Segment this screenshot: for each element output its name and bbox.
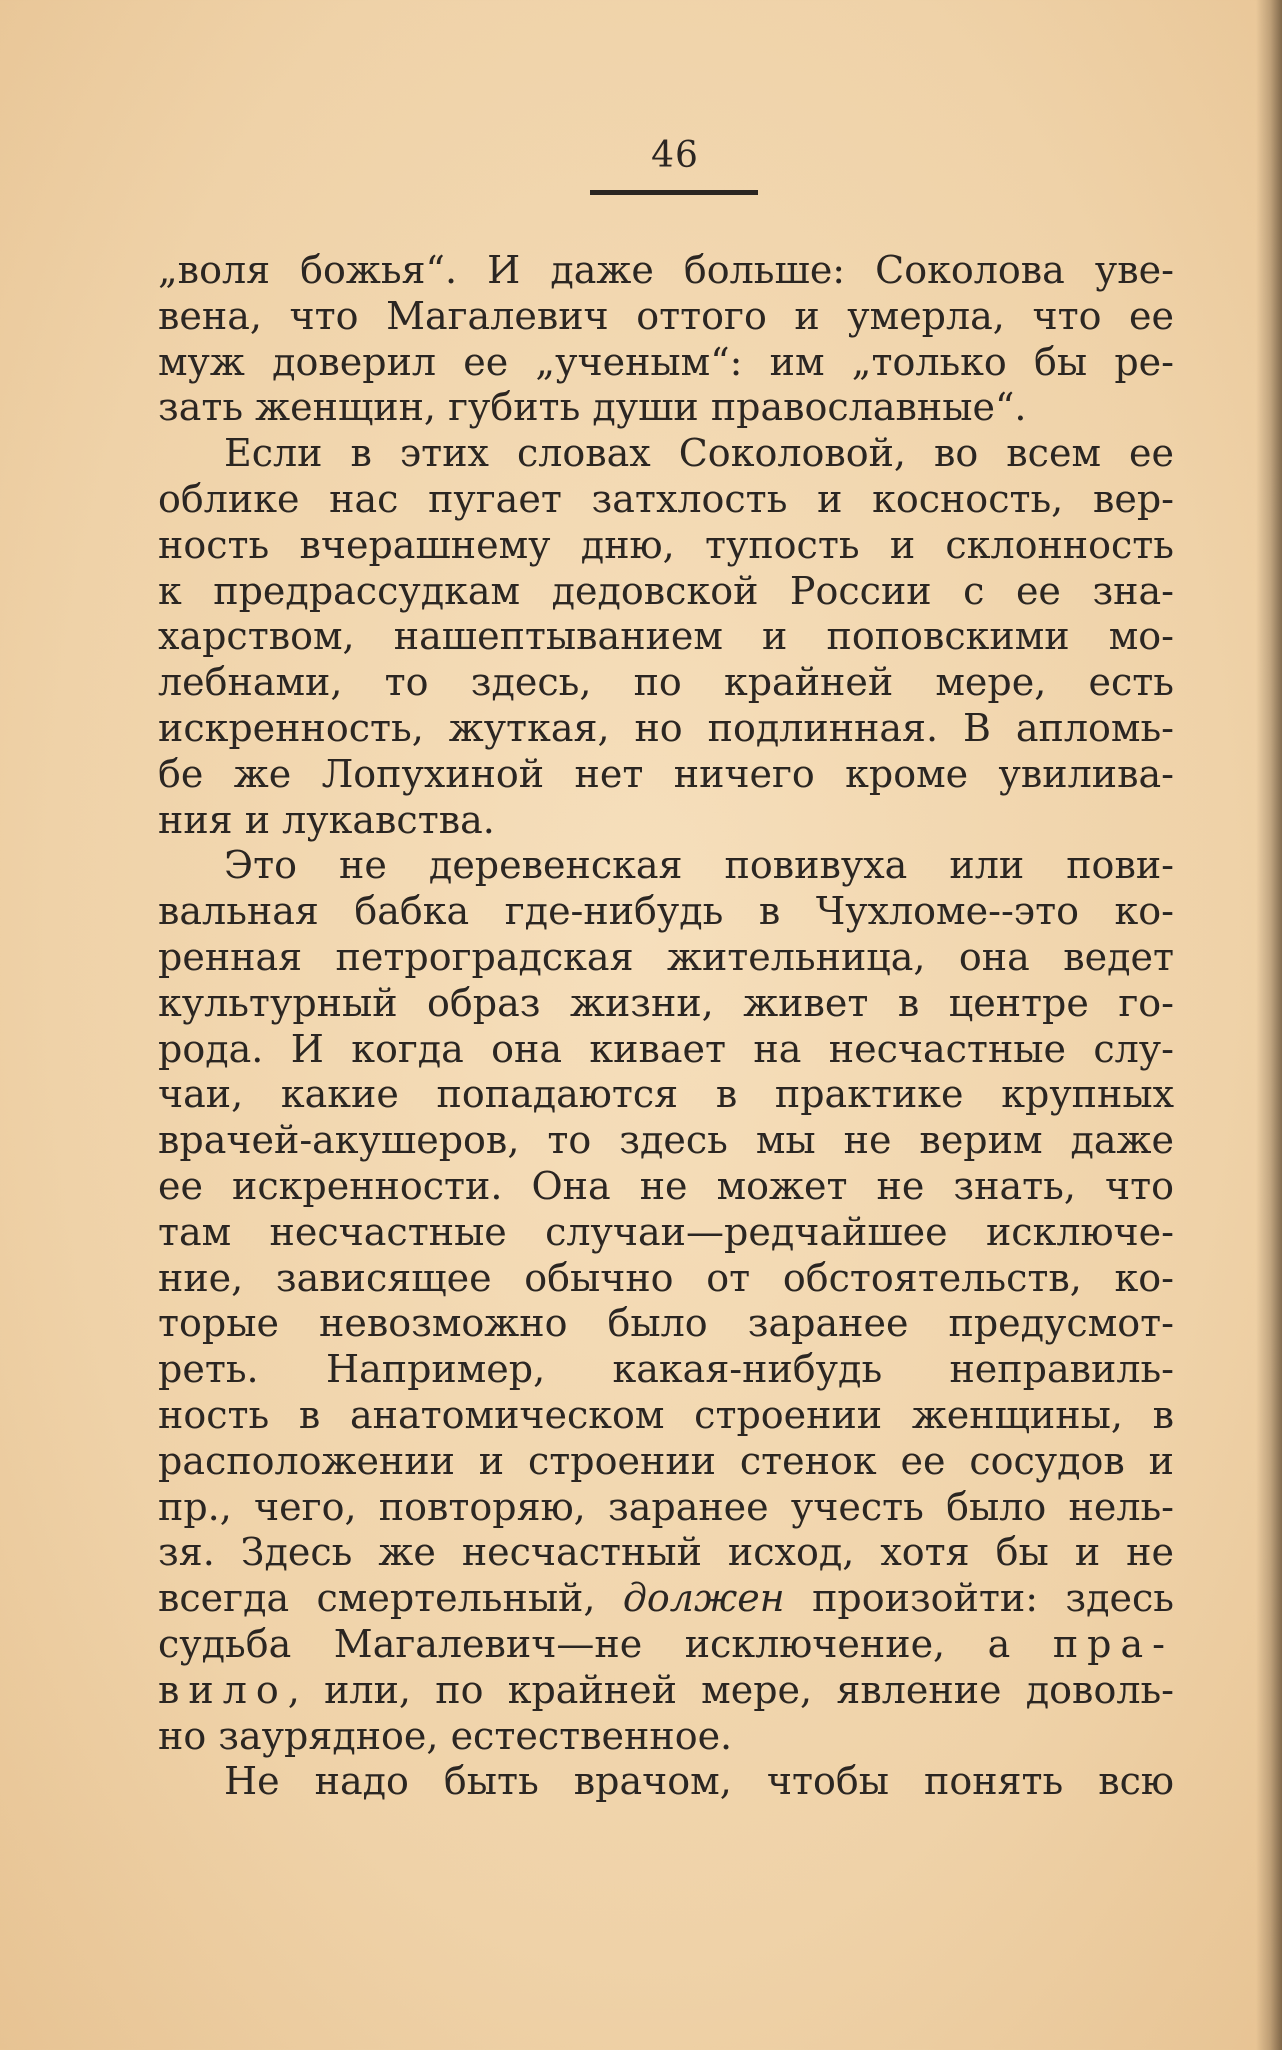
text-run: судьба Магалевич—не исключение, а [158,1621,1053,1666]
body-text [158,248,1174,1805]
page-number-rule [590,190,758,195]
text-line: зать женщин, губить души православные“. [158,385,1027,430]
text-line: вена, что Магалевич оттого и умерла, что ее [158,293,1174,338]
text-run: произойти: здесь [784,1576,1174,1621]
text-line: облике нас пугает затхлость и косность, вер- [158,476,1174,521]
text-run: всегда смертельный, [158,1576,623,1621]
page-number: 46 [651,135,699,176]
text-line: лебнами, то здесь, по крайней мере, есть [158,660,1174,705]
text-line: расположении и строении стенок ее сосудов и [158,1438,1174,1483]
text-line [158,1622,1174,1668]
emphasized-word: должен [622,1576,785,1621]
paragraph-start: Если в этих словах Соколовой, во всем ее [224,431,1174,476]
spaced-word: вило [158,1667,288,1712]
text-line [158,1668,1174,1714]
spaced-word: пра- [1052,1621,1174,1666]
paragraph-start: Не надо быть врачом, чтобы понять всю [224,1759,1174,1804]
text-line: чаи, какие попадаются в практике крупных [158,1072,1174,1117]
paragraph-start: Это не деревенская повивуха или пови- [224,843,1174,888]
text-line: ния и лукавства. [158,797,495,842]
text-line: пр., чего, повторяю, заранее учесть было нель- [158,1484,1174,1529]
text-line: ренная петроградская жительница, она ведет [158,934,1174,979]
text-line: харством, нашептыванием и поповскими мо- [158,614,1174,659]
text-line: но заурядное, естественное. [158,1713,733,1758]
text-line: там несчастные случаи—редчайшее исключе- [158,1209,1174,1254]
text-line: „воля божья“. И даже больше: Соколова уве- [158,248,1174,292]
text-run: , или, по крайней мере, явление доволь- [287,1667,1174,1712]
page-edge-shadow [1256,0,1282,2050]
text-line: зя. Здесь же несчастный исход, хотя бы и не [158,1530,1174,1575]
text-line: рода. И когда она кивает на несчастные слу- [158,1026,1174,1071]
text-line: культурный образ жизни, живет в центре го- [158,980,1174,1025]
text-line: ность вчерашнему дню, тупость и склонность [158,522,1174,567]
text-line: бе же Лопухиной нет ничего кроме увилива- [158,751,1174,796]
text-line: вальная бабка где-нибудь в Чухломе--это ко- [158,889,1174,934]
text-line: к предрассудкам дедовской России с ее зна- [158,568,1174,613]
text-line: торые невозможно было заранее предусмот- [158,1301,1174,1346]
text-line: ность в анатомическом строении женщины, в [158,1392,1174,1437]
text-line: врачей-акушеров, то здесь мы не верим даже [158,1118,1174,1163]
text-line: ние, зависящее обычно от обстоятельств, ко- [158,1255,1174,1300]
text-line: искренность, жуткая, но подлинная. В апломь- [158,705,1174,750]
text-line [158,1576,1174,1622]
text-line: муж доверил ее „ученым“: им „только бы ре- [158,339,1174,384]
text-line: реть. Например, какая-нибудь неправиль- [158,1347,1174,1392]
text-line: ее искренности. Она не может не знать, что [158,1163,1174,1208]
